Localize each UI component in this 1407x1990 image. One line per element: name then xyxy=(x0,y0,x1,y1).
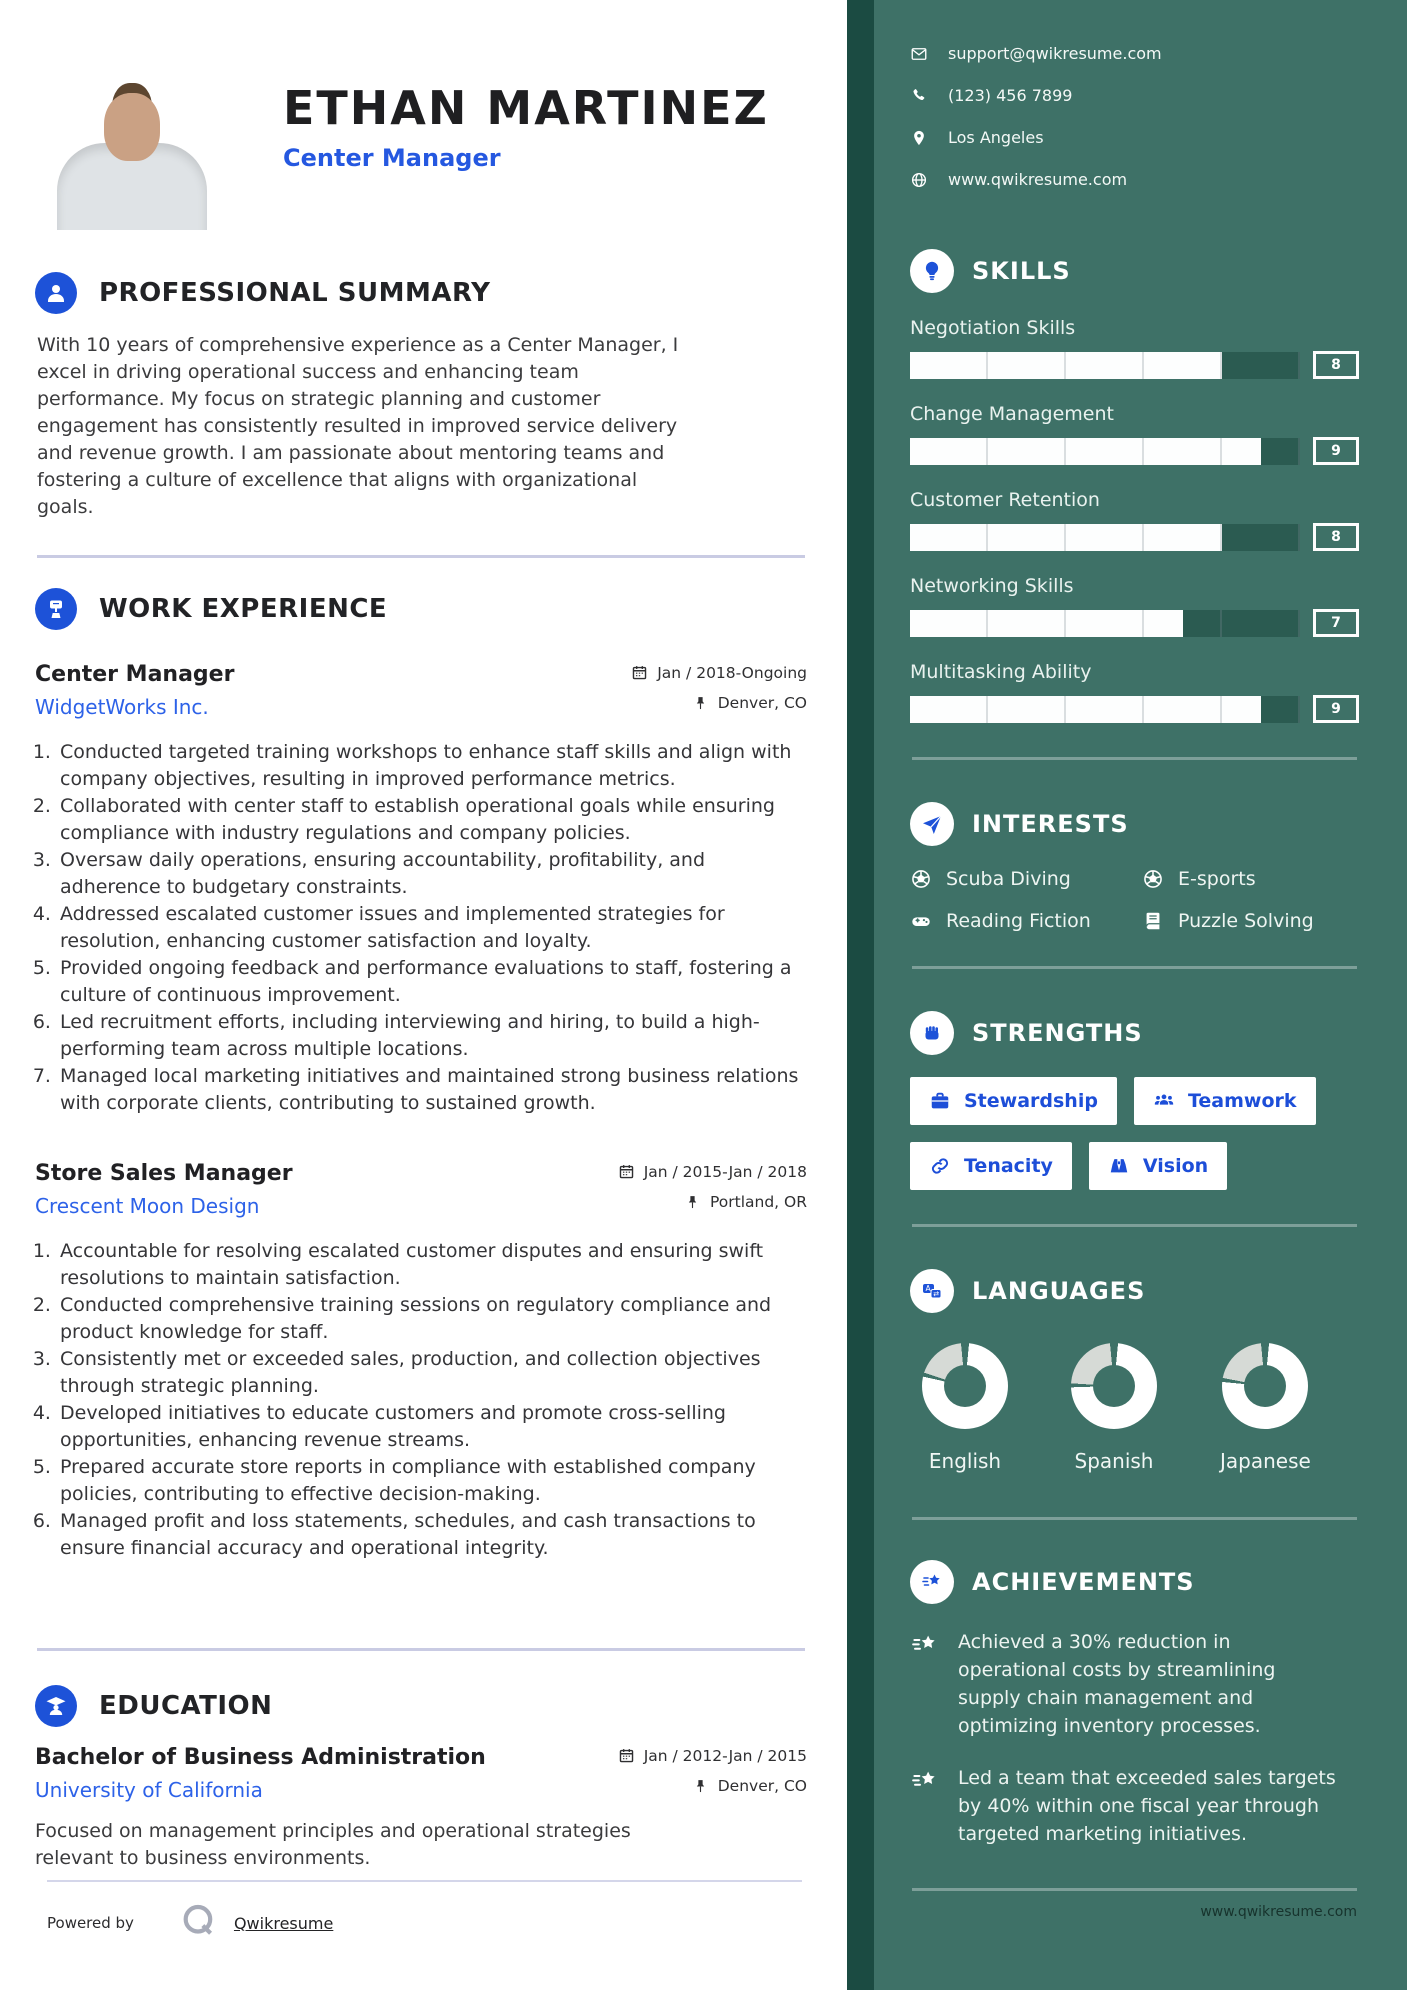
strength-label: Stewardship xyxy=(964,1090,1098,1112)
skill-name: Change Management xyxy=(910,403,1114,425)
identity-text xyxy=(228,35,769,172)
svg-text:⇄: ⇄ xyxy=(933,1290,940,1299)
translate-icon xyxy=(910,1269,954,1313)
achievement-item xyxy=(910,1764,1359,1848)
skill-bar xyxy=(910,696,1300,723)
skill-item xyxy=(910,661,1359,723)
strength-label: Vision xyxy=(1142,1155,1209,1177)
skill-name: Networking Skills xyxy=(910,575,1074,597)
job-bullet: 6. Managed profit and loss statements, schedules, and cash transactions to ensure financial accuracy and operational integrity. xyxy=(57,1508,799,1561)
interest-label: E-sports xyxy=(1178,868,1256,890)
language-item xyxy=(922,1343,1008,1473)
map-pin-icon xyxy=(910,129,928,147)
contact-location-text: Los Angeles xyxy=(948,128,1044,147)
achievement-item xyxy=(910,1628,1359,1740)
language-donut-chart xyxy=(1071,1343,1157,1429)
candidate-role: Center Manager xyxy=(283,143,501,172)
envelope-icon xyxy=(910,45,928,63)
job-entry xyxy=(35,1127,807,1562)
strengths-title: STRENGTHS xyxy=(972,1019,1143,1047)
person-icon xyxy=(35,272,77,314)
contact-email-text: support@qwikresume.com xyxy=(948,44,1162,63)
job-company-link[interactable]: WidgetWorks Inc. xyxy=(35,695,209,719)
sidebar-divider xyxy=(912,1888,1357,1891)
job-role: Center Manager xyxy=(35,662,235,687)
education-header-row xyxy=(35,1745,807,1770)
contact-location xyxy=(910,128,1359,147)
job-header-row xyxy=(35,662,807,687)
identity-header xyxy=(35,35,807,230)
chain-link-icon xyxy=(929,1155,951,1177)
job-bullet: 3. Consistently met or exceeded sales, production, and collection objectives through strategic planning. xyxy=(57,1346,799,1399)
language-donut-chart xyxy=(922,1343,1008,1429)
language-donuts xyxy=(910,1343,1359,1473)
skill-bar xyxy=(910,524,1300,551)
job-location-text: Portland, OR xyxy=(709,1193,807,1211)
job-bullet: 4. Developed initiatives to educate customers and promote cross-selling opportunities, enhancing revenue streams. xyxy=(57,1400,799,1453)
interest-item xyxy=(910,910,1142,932)
education-description: Focused on management principles and operational strategies relevant to business environments. xyxy=(35,1820,631,1869)
work-title: WORK EXPERIENCE xyxy=(99,594,388,624)
summary-title: PROFESSIONAL SUMMARY xyxy=(99,278,491,308)
job-bullet: 1. Accountable for resolving escalated customer disputes and ensuring swift resolutions to maintain satisfaction. xyxy=(57,1238,799,1291)
skill-name: Customer Retention xyxy=(910,489,1100,511)
job-bullet: 6. Led recruitment efforts, including interviewing and hiring, to build a high-performing team across multiple locations. xyxy=(57,1009,799,1062)
shooting-star-icon xyxy=(910,1560,954,1604)
fist-icon xyxy=(910,1011,954,1055)
skill-item xyxy=(910,317,1359,379)
job-role: Store Sales Manager xyxy=(35,1161,293,1186)
summary-text: With 10 years of comprehensive experience as a Center Manager, I excel in driving operational success and enhancing team performance. My focus on strategic planning and customer engagement has consistently resulted in improved service delivery and revenue growth. I am passionate about mentoring teams and fostering a culture of excellence that aligns with organizational goals. xyxy=(37,334,679,518)
job-bullet: 4. Addressed escalated customer issues and implemented strategies for resolution, enhancing customer satisfaction and loyalty. xyxy=(57,901,799,954)
skill-score-badge: 8 xyxy=(1313,523,1359,551)
globe-icon xyxy=(910,171,928,189)
contact-email[interactable] xyxy=(910,44,1359,63)
language-label: Spanish xyxy=(1074,1449,1154,1473)
job-bullet: 7. Managed local marketing initiatives and maintained strong business relations with corporate clients, contributing to sustained growth. xyxy=(57,1063,799,1116)
interest-item xyxy=(1142,868,1359,890)
interests-title: INTERESTS xyxy=(972,810,1129,838)
skills-section xyxy=(910,249,1359,723)
job-dates xyxy=(618,1163,807,1181)
languages-header xyxy=(910,1269,1359,1313)
paper-plane-icon xyxy=(910,802,954,846)
job-bullet: 2. Conducted comprehensive training sessions on regulatory compliance and product knowledge for staff. xyxy=(57,1292,799,1345)
skill-score-badge: 9 xyxy=(1313,695,1359,723)
divider xyxy=(47,1880,802,1882)
job-bullet: 5. Prepared accurate store reports in compliance with established company policies, contributing to effective decision-making. xyxy=(57,1454,799,1507)
strengths-chips xyxy=(910,1077,1350,1190)
job-dates xyxy=(631,664,807,682)
languages-section xyxy=(910,1269,1359,1473)
achievements-title: ACHIEVEMENTS xyxy=(972,1568,1195,1596)
achievements-header xyxy=(910,1560,1359,1604)
interest-grid xyxy=(910,868,1359,932)
skills-title: SKILLS xyxy=(972,257,1071,285)
contact-phone[interactable] xyxy=(910,86,1359,105)
achievement-text: Achieved a 30% reduction in operational costs by streamlining supply chain management and optimizing inventory processes. xyxy=(958,1631,1276,1737)
interest-label: Reading Fiction xyxy=(946,910,1091,932)
strengths-header xyxy=(910,1011,1359,1055)
contact-website[interactable] xyxy=(910,170,1359,189)
binoculars-icon xyxy=(1108,1155,1130,1177)
powered-by-label: Powered by xyxy=(47,1914,134,1932)
shooting-star-icon xyxy=(910,1630,940,1660)
divider xyxy=(37,555,805,558)
job-entry xyxy=(35,640,807,1117)
strength-label: Tenacity xyxy=(964,1155,1053,1177)
job-subheader-row xyxy=(35,687,807,719)
education-location-text: Denver, CO xyxy=(717,1777,807,1795)
ball-icon xyxy=(1142,868,1164,890)
work-section-header xyxy=(35,588,807,630)
achievement-text: Led a team that exceeded sales targets by 40% within one fiscal year through targeted marketing initiatives. xyxy=(958,1767,1336,1845)
pin-icon xyxy=(692,695,709,712)
skill-bar xyxy=(910,438,1300,465)
job-header-row xyxy=(35,1161,807,1186)
language-label: Japanese xyxy=(1220,1449,1311,1473)
job-location xyxy=(692,694,807,712)
interests-header xyxy=(910,802,1359,846)
education-section-header xyxy=(35,1685,807,1727)
interest-item xyxy=(1142,910,1359,932)
skill-item xyxy=(910,575,1359,637)
calendar-icon xyxy=(631,664,648,681)
pin-icon xyxy=(684,1194,701,1211)
svg-text:A: A xyxy=(925,1284,931,1294)
podium-icon xyxy=(35,588,77,630)
graduate-icon xyxy=(35,1685,77,1727)
profile-photo xyxy=(35,35,228,230)
job-dates-text: Jan / 2015-Jan / 2018 xyxy=(643,1162,807,1181)
qwikresume-link[interactable]: Qwikresume xyxy=(233,1913,334,1933)
qwikresume-logo-icon xyxy=(178,1900,220,1946)
education-school-link[interactable]: University of California xyxy=(35,1778,263,1802)
skill-name: Multitasking Ability xyxy=(910,661,1092,683)
strength-label: Teamwork xyxy=(1187,1090,1297,1112)
skill-item xyxy=(910,489,1359,551)
job-company-link[interactable]: Crescent Moon Design xyxy=(35,1194,260,1218)
skill-score-badge: 7 xyxy=(1313,609,1359,637)
ball-icon xyxy=(910,868,932,890)
strength-chip xyxy=(910,1077,1117,1125)
calendar-icon xyxy=(618,1747,635,1764)
strengths-section xyxy=(910,1011,1359,1190)
pin-icon xyxy=(692,1778,709,1795)
contact-phone-text: (123) 456 7899 xyxy=(948,86,1073,105)
candidate-name: ETHAN MARTINEZ xyxy=(283,81,769,135)
job-bullet: 1. Conducted targeted training workshops to enhance staff skills and align with company objectives, resulting in improved performance metrics. xyxy=(57,739,799,792)
strength-chip xyxy=(1089,1142,1227,1190)
users-icon xyxy=(1153,1090,1175,1112)
sidebar-site-url[interactable]: www.qwikresume.com xyxy=(1200,1904,1357,1920)
phone-icon xyxy=(910,87,928,105)
contact-website-text: www.qwikresume.com xyxy=(948,170,1128,189)
languages-title: LANGUAGES xyxy=(972,1277,1146,1305)
job-bullet: 2. Collaborated with center staff to establish operational goals while ensuring compliance with industry regulations and company policies. xyxy=(57,793,799,846)
education-location xyxy=(692,1777,807,1795)
shooting-star-icon xyxy=(910,1766,940,1796)
lightbulb-icon xyxy=(910,249,954,293)
calendar-icon xyxy=(618,1163,635,1180)
sidebar-divider xyxy=(912,1224,1357,1227)
job-bullet: 5. Provided ongoing feedback and performance evaluations to staff, fostering a culture of continuous improvement. xyxy=(57,955,799,1008)
summary-section-header xyxy=(35,272,807,314)
education-title: EDUCATION xyxy=(99,1691,273,1721)
job-location-text: Denver, CO xyxy=(717,694,807,712)
sidebar-divider xyxy=(912,1517,1357,1520)
skill-score-badge: 8 xyxy=(1313,351,1359,379)
job-bullet-list xyxy=(57,739,799,1116)
divider xyxy=(37,1648,805,1651)
gamepad-icon xyxy=(910,910,932,932)
skill-name: Negotiation Skills xyxy=(910,317,1076,339)
strength-chip xyxy=(910,1142,1072,1190)
sidebar-footer xyxy=(910,1901,1359,1990)
achievements-section xyxy=(910,1560,1359,1848)
job-location xyxy=(684,1193,807,1211)
contact-block xyxy=(910,44,1359,189)
sidebar-divider xyxy=(912,966,1357,969)
language-donut-chart xyxy=(1222,1343,1308,1429)
language-item xyxy=(1220,1343,1311,1473)
briefcase-icon xyxy=(929,1090,951,1112)
education-degree: Bachelor of Business Administration xyxy=(35,1745,486,1770)
book-icon xyxy=(1142,910,1164,932)
skill-score-badge: 9 xyxy=(1313,437,1359,465)
education-subheader-row xyxy=(35,1770,807,1802)
education-dates xyxy=(618,1747,807,1765)
interests-section xyxy=(910,802,1359,932)
skill-bar xyxy=(910,610,1300,637)
skills-header xyxy=(910,249,1359,293)
job-bullet: 3. Oversaw daily operations, ensuring accountability, profitability, and adherence to budgetary constraints. xyxy=(57,847,799,900)
sidebar xyxy=(847,0,1407,1990)
interest-label: Scuba Diving xyxy=(946,868,1071,890)
sidebar-divider xyxy=(912,757,1357,760)
skill-bar xyxy=(910,352,1300,379)
job-subheader-row xyxy=(35,1186,807,1218)
job-bullet-list xyxy=(57,1238,799,1561)
left-footer xyxy=(35,1900,807,1990)
skill-item xyxy=(910,403,1359,465)
strength-chip xyxy=(1134,1077,1316,1125)
interest-label: Puzzle Solving xyxy=(1178,910,1314,932)
interest-item xyxy=(910,868,1142,890)
job-dates-text: Jan / 2018-Ongoing xyxy=(657,663,807,682)
education-dates-text: Jan / 2012-Jan / 2015 xyxy=(643,1746,807,1765)
language-label: English xyxy=(928,1449,1002,1473)
language-item xyxy=(1071,1343,1157,1473)
